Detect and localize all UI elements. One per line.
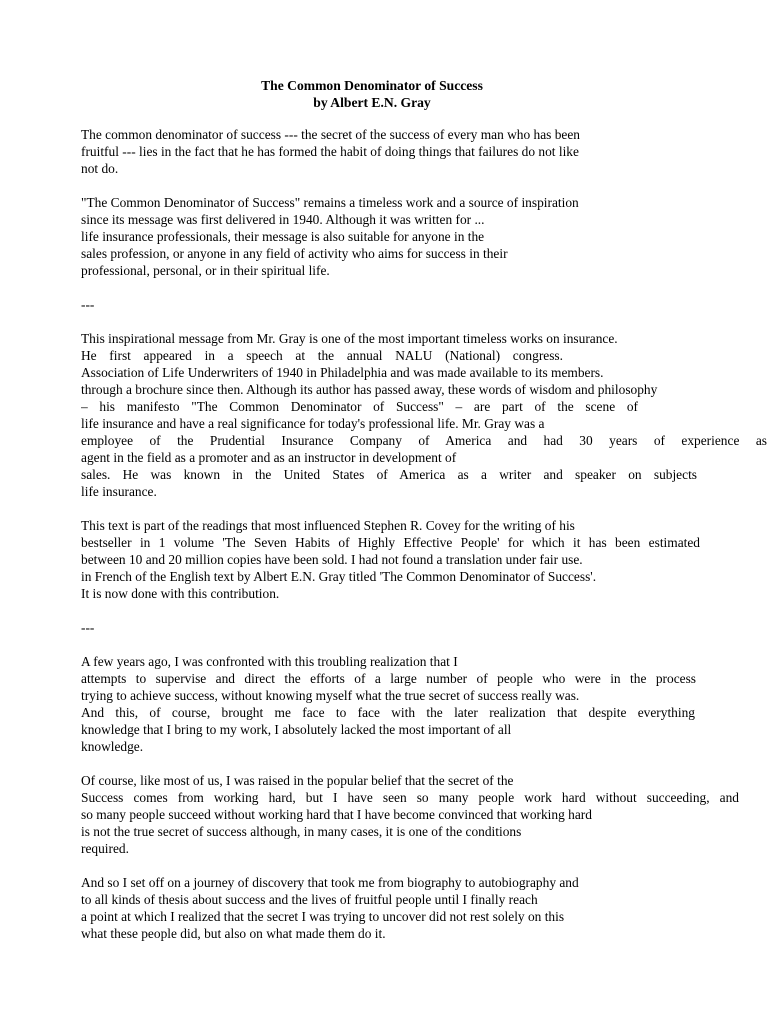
paragraph (81, 772, 768, 857)
text-line: trying to achieve success, without knowing myself what the true secret of success really was. (81, 688, 580, 703)
text-line: agent in the field as a promoter and as an instructor in development of (81, 450, 457, 465)
text-line: This text is part of the readings that most influenced Stephen R. Covey for the writing of his (81, 518, 575, 533)
text-line: between 10 and 20 million copies have been sold. I had not found a translation under fair use. (81, 552, 583, 567)
text-line: required. (81, 841, 129, 856)
text-line: "The Common Denominator of Success" remains a timeless work and a source of inspiration (81, 195, 579, 210)
text-line: fruitful --- lies in the fact that he has formed the habit of doing things that failures do not like (81, 144, 579, 159)
paragraph (81, 194, 768, 279)
text-line: since its message was first delivered in 1940. Although it was written for ... (81, 212, 485, 227)
paragraph (81, 874, 768, 942)
title-block (0, 77, 744, 111)
text-line: A few years ago, I was confronted with this troubling realization that I (81, 654, 458, 669)
document-title: The Common Denominator of Success (261, 78, 483, 93)
paragraph (81, 653, 768, 755)
text-line: in French of the English text by Albert E.N. Gray titled 'The Common Denominator of Success'. (81, 569, 597, 584)
text-line: Association of Life Underwriters of 1940 in Philadelphia and was made available to its members. (81, 365, 604, 380)
text-line: life insurance professionals, their message is also suitable for anyone in the (81, 229, 485, 244)
paragraph (81, 330, 768, 500)
paragraph (81, 619, 768, 636)
text-line: Of course, like most of us, I was raised in the popular belief that the secret of the (81, 773, 514, 788)
document-author: by Albert E.N. Gray (313, 95, 431, 110)
paragraph (81, 517, 768, 602)
text-line: employee of the Prudential Insurance Company of America and had 30 years of experience as (81, 433, 767, 448)
paragraph (81, 126, 768, 177)
text-line: sales. He was known in the United States of America as a writer and speaker on subjects (81, 467, 697, 482)
text-line: bestseller in 1 volume 'The Seven Habits of Highly Effective People' for which it has been estimated (81, 535, 700, 550)
text-line: The common denominator of success --- the secret of the success of every man who has been (81, 127, 580, 142)
text-line: – his manifesto "The Common Denominator of Success" – are part of the scene of (81, 399, 638, 414)
text-line: sales profession, or anyone in any field of activity who aims for success in their (81, 246, 508, 261)
text-line: --- (81, 620, 95, 635)
text-line: Success comes from working hard, but I have seen so many people work hard without succeeding, and (81, 790, 739, 805)
paragraph (81, 296, 768, 313)
text-line: life insurance. (81, 484, 157, 499)
text-line: attempts to supervise and direct the efforts of a large number of people who were in the process (81, 671, 696, 686)
text-line: is not the true secret of success although, in many cases, it is one of the conditions (81, 824, 522, 839)
text-line: He first appeared in a speech at the annual NALU (National) congress. (81, 348, 563, 363)
text-line: And so I set off on a journey of discovery that took me from biography to autobiography and (81, 875, 579, 890)
text-line: knowledge that I bring to my work, I absolutely lacked the most important of all (81, 722, 512, 737)
text-line: so many people succeed without working hard that I have become convinced that working hard (81, 807, 592, 822)
text-line: life insurance and have a real significance for today's professional life. Mr. Gray was a (81, 416, 545, 431)
document-body (81, 126, 768, 959)
text-line: professional, personal, or in their spiritual life. (81, 263, 330, 278)
text-line: through a brochure since then. Although its author has passed away, these words of wisdom and philosophy (81, 382, 658, 397)
text-line: This inspirational message from Mr. Gray is one of the most important timeless works on insurance. (81, 331, 618, 346)
text-line: knowledge. (81, 739, 144, 754)
text-line: not do. (81, 161, 119, 176)
text-line: --- (81, 297, 95, 312)
text-line: a point at which I realized that the secret I was trying to uncover did not rest solely on this (81, 909, 565, 924)
text-line: to all kinds of thesis about success and the lives of fruitful people until I finally reach (81, 892, 538, 907)
text-line: It is now done with this contribution. (81, 586, 280, 601)
text-line: what these people did, but also on what made them do it. (81, 926, 386, 941)
text-line: And this, of course, brought me face to face with the later realization that despite everything (81, 705, 695, 720)
